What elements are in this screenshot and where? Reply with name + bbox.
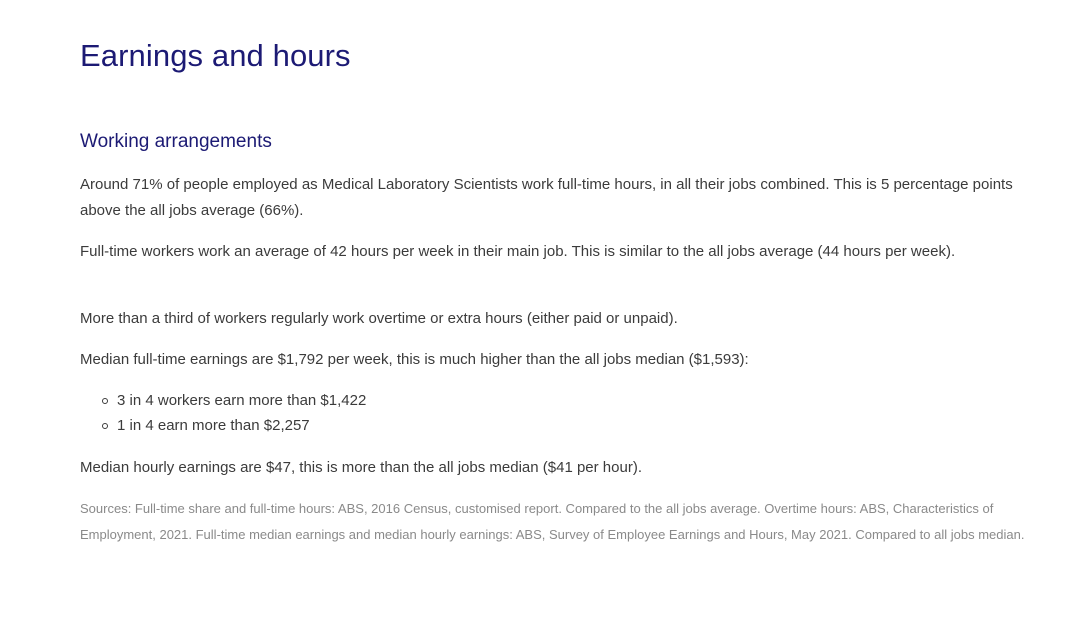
earnings-list	[80, 388, 366, 438]
list-item	[117, 413, 366, 438]
circle-bullet-icon	[102, 423, 108, 429]
list-item-text: 1 in 4 earn more than $2,257	[117, 417, 310, 434]
sources-note: Sources: Full-time share and full-time hours: ABS, 2016 Census, customised report. Compared to the all jobs average. Overtime hours: ABS, Characteristics of Employment, 2021. Full-time median earnings and median hourly earnings: ABS, Survey of Employee Earnings and Hours, May 2021. Compared to all jobs median.	[80, 501, 1025, 542]
section-heading: Working arrangements	[80, 131, 272, 152]
circle-bullet-icon	[102, 398, 108, 404]
page-title: Earnings and hours	[80, 38, 351, 73]
list-item	[117, 388, 366, 413]
full-time-share-paragraph: Around 71% of people employed as Medical Laboratory Scientists work full-time hours, in all their jobs combined. This is 5 percentage points above the all jobs average (66%).	[80, 176, 1013, 219]
hourly-earnings-paragraph: Median hourly earnings are $47, this is more than the all jobs median ($41 per hour).	[80, 459, 642, 476]
median-earnings-paragraph: Median full-time earnings are $1,792 per week, this is much higher than the all jobs median ($1,593):	[80, 351, 749, 368]
list-item-text: 3 in 4 workers earn more than $1,422	[117, 392, 367, 409]
overtime-paragraph: More than a third of workers regularly work overtime or extra hours (either paid or unpaid).	[80, 310, 678, 327]
full-time-hours-paragraph: Full-time workers work an average of 42 hours per week in their main job. This is similar to the all jobs average (44 hours per week).	[80, 243, 956, 260]
